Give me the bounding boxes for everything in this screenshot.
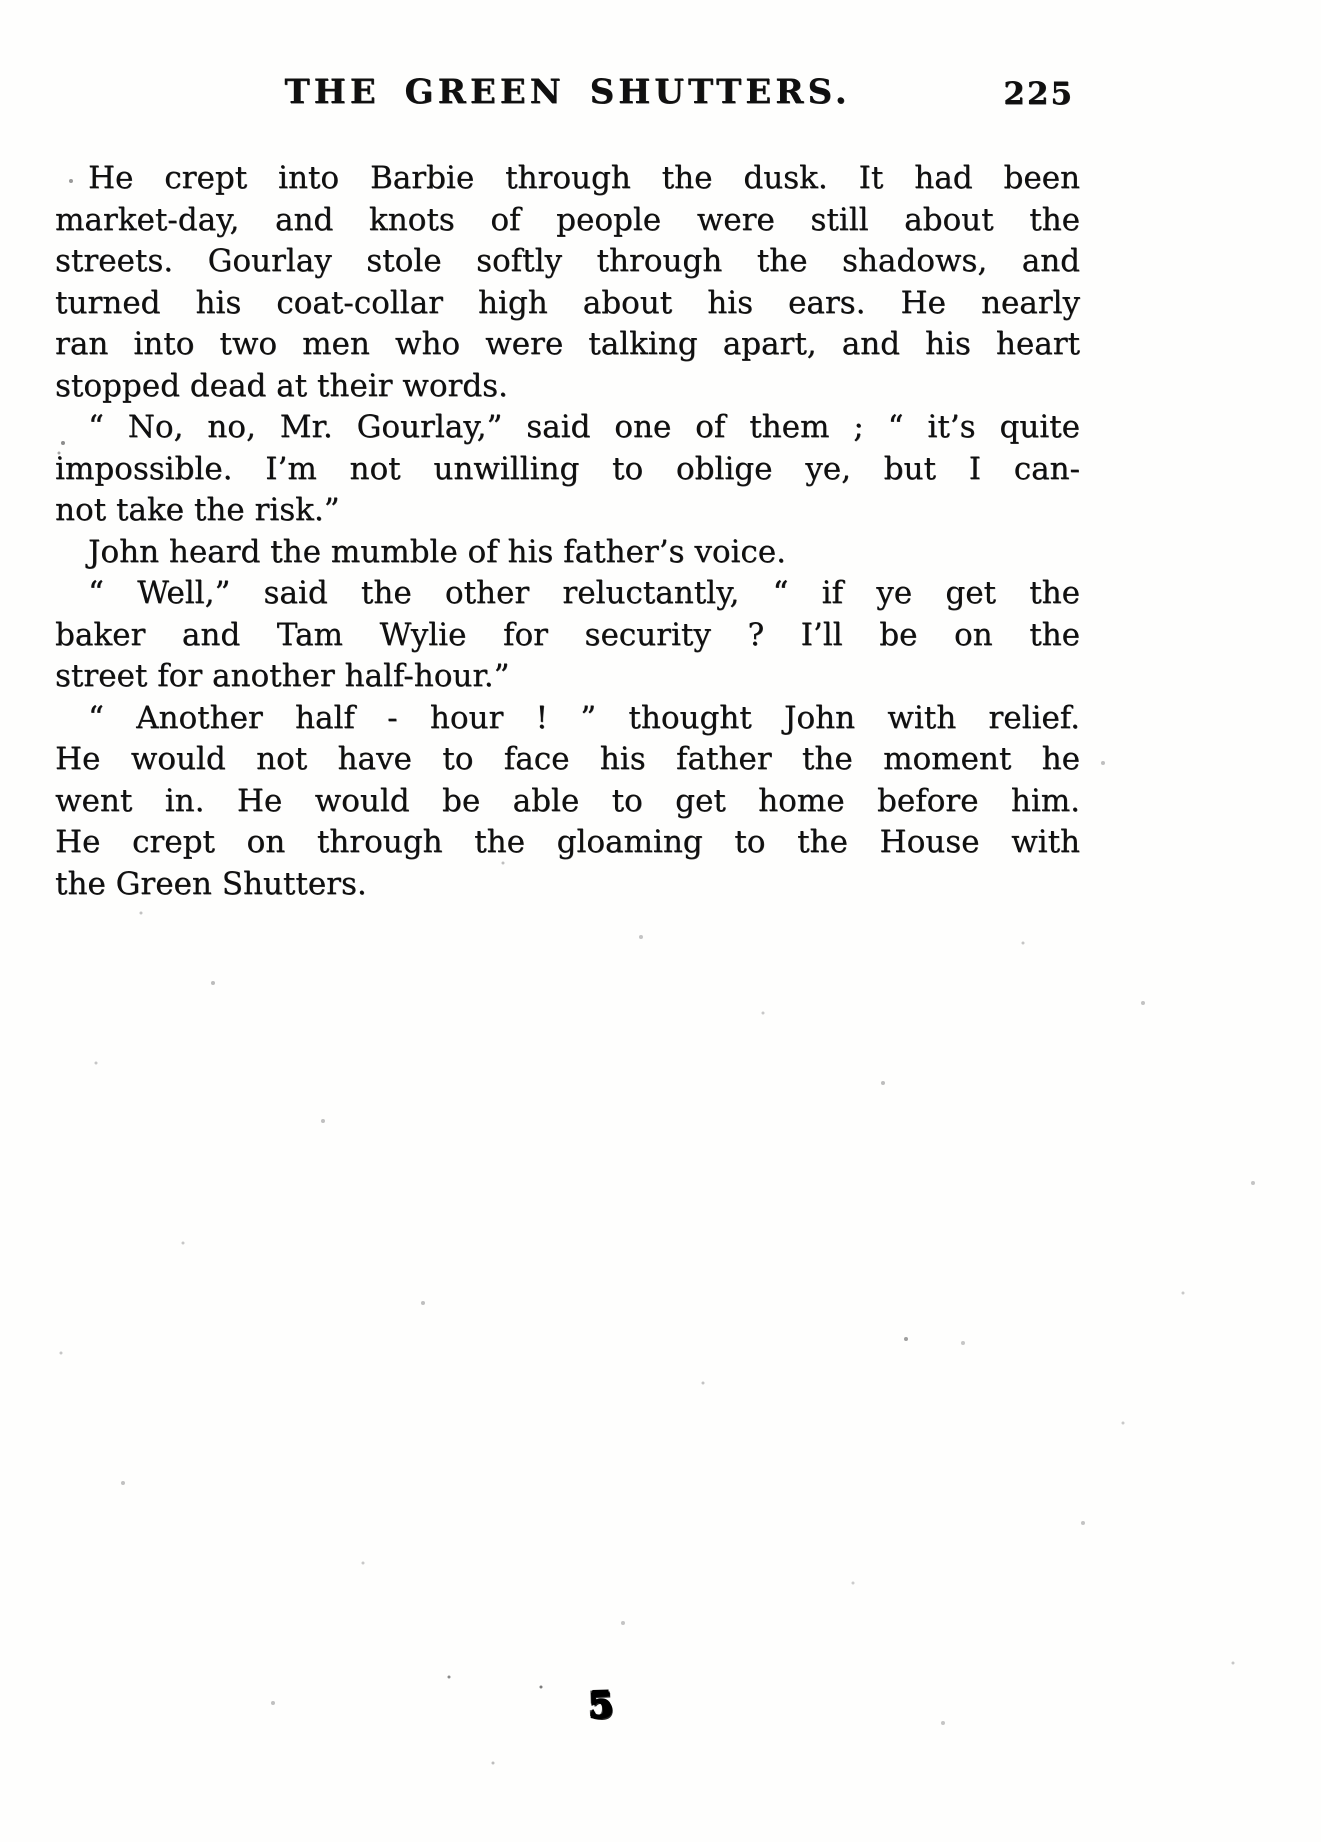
text-line: John heard the mumble of his father’s voice. — [88, 533, 786, 570]
text-line: He crept into Barbie through the dusk. It had been — [88, 160, 1080, 196]
text-line: turned his coat-collar high about his ears. He nearly — [55, 284, 1080, 321]
text-line: He crept on through the gloaming to the House with — [55, 824, 1080, 860]
text-line: “ Another half - hour ! ” thought John with relief. — [88, 699, 1080, 736]
text-line: impossible. I’m not unwilling to oblige ye, but I can- — [55, 450, 1080, 487]
running-header: THE GREEN SHUTTERS. — [284, 72, 851, 112]
text-line: He would not have to face his father the moment he — [55, 741, 1080, 777]
paragraph — [55, 158, 1080, 407]
scan-noise — [0, 0, 2, 2]
text-line: street for another half-hour.” — [55, 658, 510, 694]
page-header — [55, 72, 1080, 118]
signature-mark: 5 — [587, 1683, 615, 1727]
text-line: baker and Tam Wylie for security ? I’ll be on the — [55, 616, 1080, 653]
paragraph — [55, 407, 1080, 532]
paragraph — [55, 532, 1080, 574]
body-text — [55, 158, 1080, 905]
paragraph — [55, 698, 1080, 906]
text-line: went in. He would be able to get home before him. — [55, 782, 1080, 819]
text-line: the Green Shutters. — [55, 865, 367, 902]
text-line: stopped dead at their words. — [55, 367, 508, 404]
text-line: “ Well,” said the other reluctantly, “ if ye get the — [88, 575, 1080, 611]
text-line: market-day, and knots of people were still about the — [55, 201, 1080, 238]
paragraph — [55, 573, 1080, 698]
text-line: streets. Gourlay stole softly through the shadows, and — [55, 243, 1080, 279]
text-line: not take the risk.” — [55, 492, 340, 528]
page-number: 225 — [1003, 76, 1074, 112]
text-line: “ No, no, Mr. Gourlay,” said one of them ; “ it’s quite — [88, 409, 1080, 445]
text-line: ran into two men who were talking apart, and his heart — [55, 326, 1080, 362]
